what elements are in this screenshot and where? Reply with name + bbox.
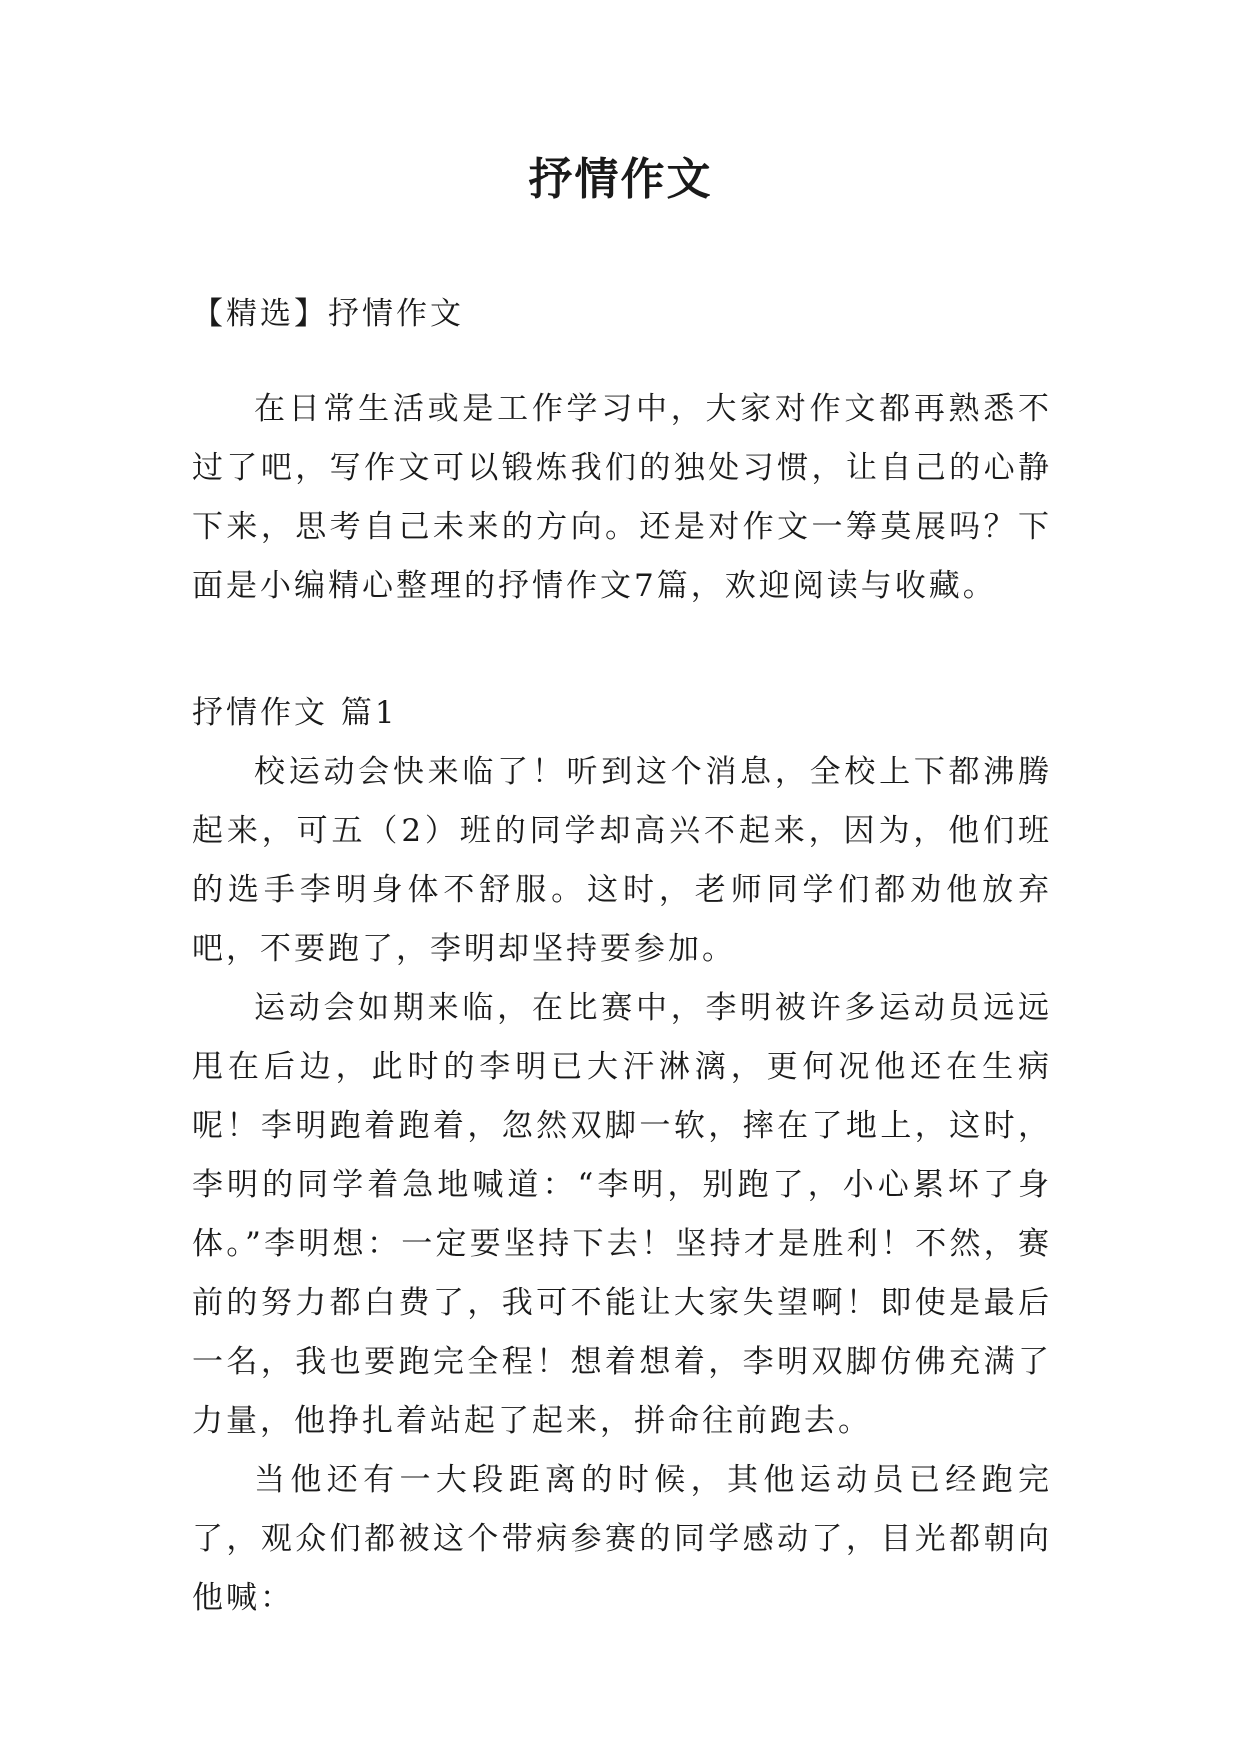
document-body (192, 285, 1052, 1628)
document-title: 抒情作文 (528, 154, 713, 205)
body-paragraph: 运动会如期来临，在比赛中，李明被许多运动员远远甩在后边，此时的李明已大汗淋漓，更何况他还在生病呢！李明跑着跑着，忽然双脚一软，摔在了地上，这时，李明的同学着急地喊道：“李明，别跑了，小心累坏了身体。”李明想：一定要坚持下去！坚持才是胜利！不然，赛前的努力都白费了，我可不能让大家失望啊！即使是最后一名，我也要跑完全程！想着想着，李明双脚仿佛充满了力量，他挣扎着站起了起来，拼命往前跑去。 (192, 990, 1052, 1439)
section-heading: 抒情作文 篇1 (192, 695, 398, 731)
body-paragraph: 当他还有一大段距离的时候，其他运动员已经跑完了，观众们都被这个带病参赛的同学感动了，目光都朝向他喊： (192, 1462, 1052, 1616)
document-subtitle: 【精选】抒情作文 (192, 296, 464, 332)
spacer (192, 344, 1052, 380)
body-paragraph: 校运动会快来临了！听到这个消息，全校上下都沸腾起来，可五（2）班的同学却高兴不起来，因为，他们班的选手李明身体不舒服。这时，老师同学们都劝他放弃吧，不要跑了，李明却坚持要参加。 (192, 754, 1052, 967)
spacer (192, 616, 1052, 684)
intro-paragraph: 在日常生活或是工作学习中，大家对作文都再熟悉不过了吧，写作文可以锻炼我们的独处习惯，让自己的心静下来，思考自己未来的方向。还是对作文一筹莫展吗？下面是小编精心整理的抒情作文7篇，欢迎阅读与收藏。 (192, 391, 1052, 604)
